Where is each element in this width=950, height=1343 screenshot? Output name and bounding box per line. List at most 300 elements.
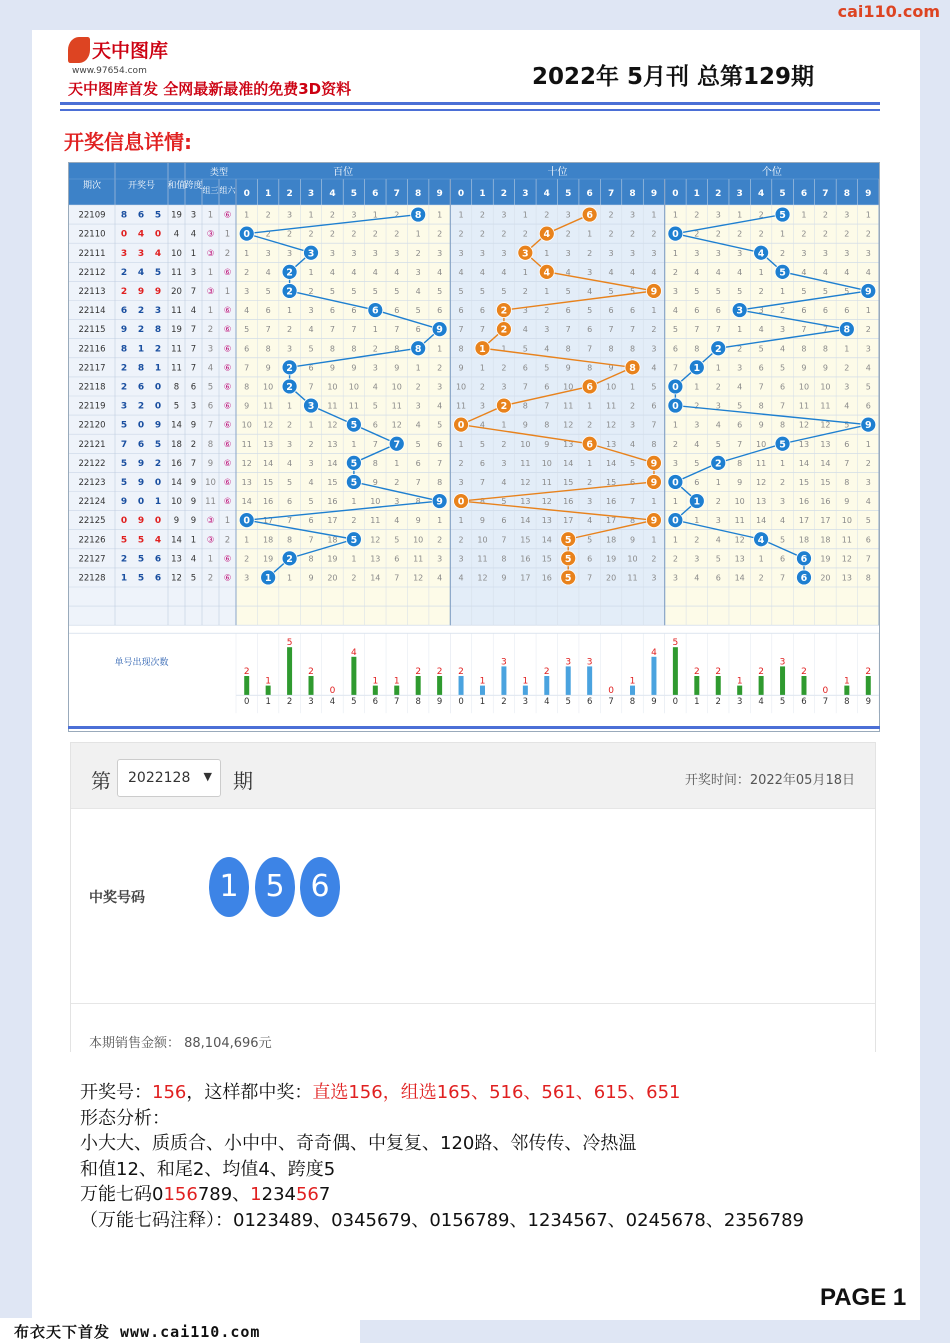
sum-cell: 19 <box>171 210 182 221</box>
z6-cell: ⑥ <box>223 554 232 565</box>
omission-cell: 4 <box>715 535 721 545</box>
omission-cell: 3 <box>415 401 421 411</box>
issue-cell: 22125 <box>78 516 106 527</box>
omission-cell: 7 <box>351 325 357 335</box>
omission-cell: 7 <box>308 535 314 545</box>
issue-select[interactable] <box>117 759 221 797</box>
omission-cell: 3 <box>501 248 507 258</box>
code-hit: 156 <box>163 1184 198 1205</box>
omission-cell: 2 <box>801 229 807 239</box>
omission-cell: 15 <box>605 477 617 487</box>
omission-cell: 18 <box>605 535 617 545</box>
count-digit-label: 7 <box>822 697 829 708</box>
count-bar <box>630 686 635 696</box>
omission-cell: 4 <box>415 286 421 296</box>
omission-cell: 5 <box>565 286 571 296</box>
omission-cell: 6 <box>565 306 571 316</box>
hit-ball-number: 6 <box>586 439 593 451</box>
omission-cell: 8 <box>522 401 528 411</box>
omission-cell: 1 <box>287 401 293 411</box>
omission-cell: 18 <box>263 535 274 545</box>
digit-group-header: 百位 <box>333 167 354 178</box>
omission-cell: 2 <box>372 229 378 239</box>
omission-cell: 4 <box>651 267 657 277</box>
omission-cell: 8 <box>287 535 293 545</box>
hit-ball-number: 0 <box>672 401 679 413</box>
omission-cell: 12 <box>734 535 745 545</box>
count-digit-label: 5 <box>779 697 786 708</box>
digit-header: 4 <box>543 189 550 199</box>
sum-cell: 14 <box>171 535 182 546</box>
omission-cell: 16 <box>541 573 552 583</box>
sum-cell: 20 <box>171 286 182 297</box>
omission-cell: 3 <box>308 306 314 316</box>
span-cell: 1 <box>190 248 197 259</box>
z6-cell: 1 <box>224 229 231 240</box>
omission-cell: 9 <box>415 516 421 526</box>
omission-cell: 4 <box>522 325 528 335</box>
omission-cell: 4 <box>608 267 614 277</box>
z3-cell: 1 <box>207 554 214 565</box>
omission-cell: 4 <box>694 267 700 277</box>
span-cell: 7 <box>190 458 197 469</box>
hit-ball-number: 8 <box>843 324 851 336</box>
omission-cell: 2 <box>522 229 528 239</box>
draw-number-cell: 6 <box>137 439 145 450</box>
omission-cell: 1 <box>672 420 678 430</box>
omission-cell: 4 <box>780 516 786 526</box>
omission-cell: 10 <box>348 382 359 392</box>
omission-cell: 10 <box>605 382 617 392</box>
hit-ball-number: 5 <box>564 534 572 546</box>
draw-number-cell: 8 <box>154 325 162 336</box>
omission-cell: 6 <box>351 306 357 316</box>
omission-cell: 3 <box>651 344 657 354</box>
omission-cell: 3 <box>672 573 678 583</box>
omission-cell: 9 <box>308 573 314 583</box>
omission-cell: 2 <box>372 344 378 354</box>
omission-cell: 3 <box>329 248 335 258</box>
draw-number-cell: 1 <box>137 344 145 355</box>
count-digit-label: 3 <box>736 697 743 708</box>
omission-cell: 2 <box>694 401 700 411</box>
omission-cell: 1 <box>308 420 314 430</box>
omission-cell: 5 <box>822 286 828 296</box>
omission-cell: 13 <box>541 516 552 526</box>
omission-cell: 5 <box>715 286 721 296</box>
count-value: 1 <box>479 676 486 687</box>
omission-cell: 1 <box>672 497 678 507</box>
count-bar <box>459 676 464 695</box>
omission-cell: 2 <box>608 210 614 220</box>
omission-cell: 1 <box>587 401 593 411</box>
count-bar <box>266 686 271 696</box>
hit-ball-number: 6 <box>800 572 808 584</box>
omission-cell: 6 <box>694 477 700 487</box>
omission-cell: 2 <box>501 363 507 373</box>
omission-cell: 6 <box>587 325 593 335</box>
omission-cell: 3 <box>437 554 443 564</box>
omission-cell: 20 <box>327 573 338 583</box>
omission-cell: 7 <box>629 497 636 507</box>
omission-cell: 2 <box>437 363 443 373</box>
omission-cell: 5 <box>865 516 871 526</box>
omission-cell: 3 <box>437 382 443 392</box>
omission-cell: 8 <box>479 497 486 507</box>
count-bar <box>694 676 699 695</box>
omission-cell: 7 <box>544 401 550 411</box>
omission-cell: 7 <box>415 477 421 487</box>
omission-cell: 9 <box>265 363 271 373</box>
count-digit-label: 8 <box>415 697 421 708</box>
omission-cell: 4 <box>565 267 571 277</box>
draw-number-cell: 2 <box>137 325 145 336</box>
omission-cell: 7 <box>394 325 400 335</box>
omission-cell: 17 <box>263 516 274 526</box>
omission-cell: 6 <box>715 306 721 316</box>
omission-cell: 3 <box>501 382 507 392</box>
omission-cell: 3 <box>458 477 464 487</box>
omission-cell: 12 <box>327 420 338 430</box>
omission-cell: 14 <box>563 458 574 468</box>
winning-number-label: 中奖号码 <box>89 890 145 906</box>
sum-cell: 9 <box>173 516 180 527</box>
count-bar <box>544 676 549 695</box>
sum-cell: 10 <box>171 497 182 508</box>
draw-number-cell: 5 <box>154 267 162 278</box>
omission-cell: 3 <box>287 439 293 449</box>
issue-cell: 22126 <box>78 535 106 546</box>
omission-cell: 16 <box>563 497 574 507</box>
omission-cell: 1 <box>865 306 871 316</box>
omission-cell: 6 <box>608 306 614 316</box>
omission-cell: 2 <box>822 229 828 239</box>
omission-cell: 14 <box>756 516 767 526</box>
z6-cell: 2 <box>224 248 231 259</box>
digit-header: 8 <box>843 189 850 199</box>
count-value: 2 <box>308 667 314 677</box>
omission-cell: 5 <box>694 458 700 468</box>
omission-cell: 9 <box>737 477 743 487</box>
draw-number-cell: 2 <box>154 344 162 355</box>
sum-cell: 14 <box>171 477 182 488</box>
draw-number-cell: 5 <box>137 554 145 565</box>
omission-cell: 5 <box>458 286 464 296</box>
omission-cell: 1 <box>715 477 721 487</box>
chart-rule <box>68 726 880 729</box>
draw-panel-body <box>71 809 875 1053</box>
count-bar <box>501 666 506 695</box>
draw-number-cell: 8 <box>120 210 128 221</box>
omission-cell: 7 <box>522 382 528 392</box>
omission-cell: 10 <box>734 497 745 507</box>
omission-cell: 1 <box>501 420 507 430</box>
omission-cell: 7 <box>308 382 314 392</box>
digit-header: 9 <box>865 189 872 199</box>
z3-cell: 9 <box>207 458 214 469</box>
count-digit-label: 2 <box>286 697 293 708</box>
draw-number-cell: 0 <box>154 401 162 412</box>
hit-ball-number: 1 <box>693 496 701 508</box>
code-part: 7 <box>318 1184 331 1205</box>
span-cell: 7 <box>190 344 197 355</box>
omission-cell: 9 <box>608 363 614 373</box>
count-digit-label: 6 <box>586 697 593 708</box>
z3-cell: 10 <box>205 477 216 488</box>
count-value: 2 <box>715 667 722 677</box>
omission-cell: 3 <box>780 325 786 335</box>
count-digit-label: 9 <box>436 697 443 708</box>
omission-cell: 6 <box>415 325 421 335</box>
count-bar <box>309 676 314 695</box>
issue-cell: 22115 <box>78 325 106 336</box>
count-digit-label: 7 <box>394 697 400 708</box>
omission-cell: 7 <box>822 325 828 335</box>
count-value: 2 <box>758 667 764 677</box>
z3-cell: ③ <box>206 248 215 259</box>
count-digit-label: 2 <box>501 697 507 708</box>
omission-cell: 1 <box>479 363 486 373</box>
omission-cell: 2 <box>865 229 871 239</box>
omission-cell: 9 <box>629 535 636 545</box>
hit-ball-number: 9 <box>436 324 443 336</box>
omission-cell: 2 <box>694 229 700 239</box>
col-type-header: 类型 <box>209 168 229 178</box>
omission-cell: 6 <box>844 306 850 316</box>
omission-cell: 2 <box>265 210 271 220</box>
digit-header: 7 <box>822 189 829 199</box>
hit-ball-number: 6 <box>372 305 379 317</box>
omission-cell: 9 <box>544 439 550 449</box>
omission-cell: 5 <box>265 286 271 296</box>
omission-cell: 3 <box>715 401 721 411</box>
omission-cell: 12 <box>391 420 402 430</box>
omission-cell: 1 <box>372 210 378 220</box>
z3-cell: ③ <box>206 286 215 297</box>
draw-number-cell: 2 <box>137 306 145 317</box>
omission-cell: 1 <box>458 210 464 220</box>
count-value: 2 <box>693 667 700 677</box>
omission-cell: 3 <box>651 248 657 258</box>
hit-ball-number: 5 <box>564 553 572 565</box>
omission-cell: 4 <box>437 573 443 583</box>
omission-cell: 2 <box>780 248 786 258</box>
omission-cell: 7 <box>329 325 335 335</box>
omission-cell: 7 <box>479 325 486 335</box>
omission-cell: 9 <box>372 477 378 487</box>
omission-cell: 2 <box>351 573 357 583</box>
omission-cell: 7 <box>844 458 850 468</box>
hit-ball-number: 0 <box>672 515 679 527</box>
omission-cell: 10 <box>541 458 552 468</box>
omission-cell: 5 <box>801 286 807 296</box>
omission-cell: 1 <box>287 306 293 316</box>
omission-cell: 6 <box>865 535 871 545</box>
omission-cell: 1 <box>587 229 593 239</box>
omission-cell: 7 <box>458 325 464 335</box>
omission-cell: 16 <box>798 497 810 507</box>
issue-cell: 22114 <box>78 306 106 317</box>
draw-number-cell: 3 <box>120 248 128 259</box>
count-value: 3 <box>501 657 507 668</box>
omission-cell: 3 <box>287 210 293 220</box>
count-digit-label: 6 <box>801 697 807 708</box>
issue-select-value: 2022128 <box>128 770 191 786</box>
omission-cell: 3 <box>394 248 400 258</box>
omission-cell: 10 <box>627 554 638 564</box>
omission-cell: 11 <box>841 535 852 545</box>
count-value: 0 <box>822 686 829 697</box>
digit-header: 1 <box>265 189 272 199</box>
z3-cell: 4 <box>207 363 214 374</box>
draw-number-cell: 5 <box>120 458 128 469</box>
omission-cell: 5 <box>865 382 871 392</box>
z3-cell: 6 <box>207 401 214 412</box>
omission-cell: 1 <box>544 248 550 258</box>
count-value: 1 <box>736 676 743 687</box>
omission-cell: 5 <box>737 286 743 296</box>
omission-cell: 1 <box>651 497 657 507</box>
omission-cell: 10 <box>263 382 274 392</box>
omission-cell: 2 <box>758 286 764 296</box>
omission-cell: 12 <box>263 420 274 430</box>
omission-cell: 10 <box>391 382 402 392</box>
omission-cell: 5 <box>737 401 743 411</box>
hit-ball-number: 5 <box>350 458 358 470</box>
draw-number-cell: 2 <box>120 382 128 393</box>
omission-cell: 6 <box>394 306 400 316</box>
omission-cell: 7 <box>265 325 271 335</box>
digit-header: 2 <box>500 189 508 199</box>
draw-number-cell: 9 <box>137 477 145 488</box>
omission-cell: 6 <box>672 344 678 354</box>
omission-cell: 3 <box>780 497 786 507</box>
omission-cell: 2 <box>394 477 400 487</box>
omission-cell: 8 <box>629 344 636 354</box>
issue-cell: 22120 <box>78 420 106 431</box>
omission-cell: 8 <box>501 554 507 564</box>
omission-cell: 5 <box>244 325 250 335</box>
digit-header: 6 <box>372 189 379 199</box>
omission-cell: 12 <box>756 477 767 487</box>
draw-number-cell: 2 <box>137 401 145 412</box>
span-cell: 7 <box>190 325 197 336</box>
omission-cell: 2 <box>565 229 571 239</box>
omission-cell: 11 <box>563 401 574 411</box>
digit-header: 2 <box>286 189 293 199</box>
omission-cell: 7 <box>801 325 807 335</box>
omission-cell: 2 <box>479 382 486 392</box>
omission-cell: 1 <box>437 344 443 354</box>
omission-cell: 4 <box>694 439 700 449</box>
omission-cell: 1 <box>844 344 850 354</box>
count-digit-label: 0 <box>672 697 679 708</box>
sum-cell: 11 <box>171 363 182 374</box>
col-z3-header: 组三 <box>202 186 219 195</box>
omission-cell: 11 <box>241 439 252 449</box>
omission-cell: 16 <box>327 497 338 507</box>
omission-cell: 2 <box>865 325 871 335</box>
omission-cell: 6 <box>801 306 807 316</box>
draw-number-cell: 2 <box>120 267 128 278</box>
omission-cell: 3 <box>479 401 486 411</box>
omission-cell: 3 <box>672 458 678 468</box>
hit-ball-number: 2 <box>286 267 293 279</box>
hit-ball-number: 3 <box>522 248 529 260</box>
count-bar <box>416 676 421 695</box>
omission-cell: 1 <box>244 210 250 220</box>
omission-cell: 5 <box>608 286 614 296</box>
omission-cell: 7 <box>394 573 400 583</box>
span-cell: 3 <box>190 267 197 278</box>
z6-cell: ⑥ <box>223 325 232 336</box>
code-hit: 56 <box>295 1184 319 1205</box>
omission-cell: 5 <box>844 420 850 430</box>
digit-header: 8 <box>629 189 636 199</box>
omission-cell: 5 <box>479 286 486 296</box>
slogan: 天中图库首发 全网最新最准的免费3D资料 <box>68 80 352 98</box>
draw-time: 开奖时间：2022年05月18日 <box>684 773 855 788</box>
omission-cell: 10 <box>756 439 767 449</box>
omission-cell: 1 <box>372 325 378 335</box>
omission-cell: 12 <box>520 477 531 487</box>
omission-cell: 1 <box>694 382 700 392</box>
omission-cell: 4 <box>287 458 293 468</box>
omission-cell: 3 <box>565 248 571 258</box>
omission-cell: 3 <box>865 477 871 487</box>
omission-cell: 4 <box>394 516 400 526</box>
omission-cell: 14 <box>263 458 274 468</box>
omission-cell: 1 <box>287 573 293 583</box>
omission-cell: 1 <box>415 229 421 239</box>
omission-cell: 6 <box>544 382 550 392</box>
logo-title: 天中图库 <box>92 40 169 62</box>
omission-cell: 2 <box>308 439 314 449</box>
col-span-header: 跨度 <box>184 181 203 191</box>
omission-cell: 6 <box>737 420 743 430</box>
draw-number-cell: 2 <box>120 554 128 565</box>
count-value: 1 <box>629 676 636 687</box>
omission-cell: 2 <box>308 229 314 239</box>
omission-cell: 1 <box>801 210 807 220</box>
span-cell: 9 <box>190 516 197 527</box>
z6-cell: ⑥ <box>223 363 232 374</box>
count-bar <box>566 666 571 695</box>
omission-cell: 4 <box>501 477 507 487</box>
omission-cell: 10 <box>820 382 831 392</box>
sum-cell: 19 <box>171 325 182 336</box>
omission-cell: 4 <box>822 267 828 277</box>
winning-ball: 5 <box>255 857 295 917</box>
omission-cell: 6 <box>780 382 786 392</box>
count-value: 1 <box>393 676 400 687</box>
count-bar <box>523 686 528 696</box>
omission-cell: 4 <box>308 325 314 335</box>
omission-cell: 1 <box>651 306 657 316</box>
logo-url: www.97654.com <box>72 66 147 76</box>
omission-cell: 4 <box>394 267 400 277</box>
omission-cell: 4 <box>437 401 443 411</box>
omission-cell: 13 <box>841 573 852 583</box>
omission-cell: 3 <box>351 248 357 258</box>
digit-group-header: 十位 <box>547 167 568 178</box>
omission-cell: 5 <box>308 497 314 507</box>
omission-cell: 1 <box>780 458 786 468</box>
sum-cell: 11 <box>171 344 182 355</box>
z6-cell: ⑥ <box>223 458 232 469</box>
omission-cell: 4 <box>758 325 764 335</box>
digit-header: 2 <box>715 189 722 199</box>
